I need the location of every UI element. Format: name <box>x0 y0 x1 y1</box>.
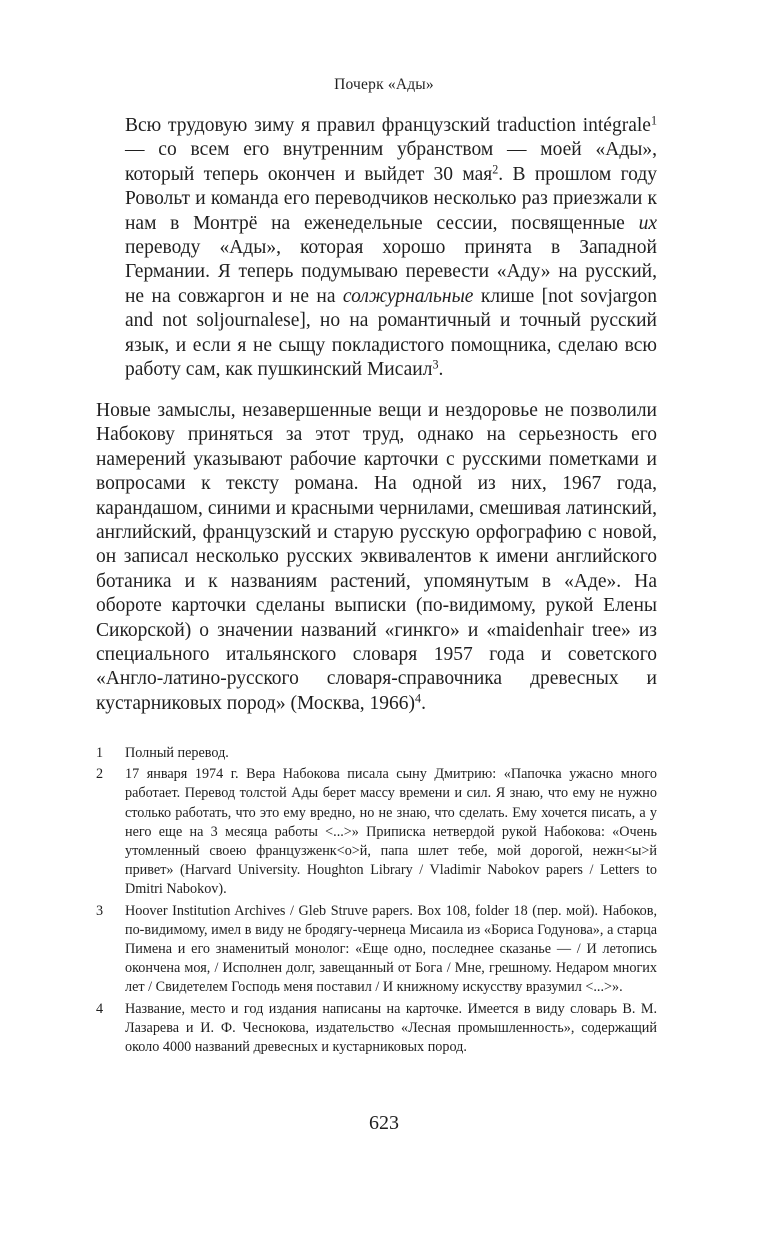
footnote-text: Название, место и год издания написаны на карточке. Имеется в виду словарь В. М. Лазарева и И. Ф. Чеснокова, издательство «Лесная промышленность», содержащий около 4000 названий древесных и кустарниковых пород. <box>125 1000 657 1056</box>
footnote-ref[interactable]: 3 <box>432 357 439 372</box>
block-quote <box>125 114 657 382</box>
footnote-ref[interactable]: 2 <box>492 162 499 177</box>
body-text: . <box>421 692 426 714</box>
footnotes <box>96 744 657 1059</box>
body-text: Новые замыслы, незавершенные вещи и нездоровье не позволили Набокову приняться за этот труд, однако на серьезность его намерений указывают рабочие карточки с русскими пометками и вопросами к тексту романа. На одной из них, 1967 года, карандашом, синими и красными чернилами, смешивая латинский, английский, французский и старую русскую орфографию с новой, он записал несколько русских эквивалентов к имени английского ботаника и к названиям растений, упомянутым в «Аде». На обороте карточки сделаны выписки (по-видимому, рукой Елены Сикорской) о значении названий «гинкго» и «maidenhair tree» из специального итальянского словаря 1957 года и советского «Англо-латино-русского словаря-справочника древесных и кустарниковых пород» (Москва, 1966) <box>96 400 657 714</box>
quote-text: Всю трудовую зиму я правил французский traduction intégrale <box>125 115 651 136</box>
footnote-number: 4 <box>96 1000 104 1017</box>
quote-text: — со всем его внутренним убранством — моей «Ады», который теперь окончен и выйдет 30 мая <box>125 139 657 185</box>
quote-text: клише [not sovjargon and not soljournalese], но на романтичный и точный русский язык, и если я не сыщу покладистого помощника, сделаю всю работу сам, как пушкинский Мисаил <box>125 285 657 381</box>
quote-text: . <box>438 359 444 381</box>
footnote-number: 2 <box>96 766 104 783</box>
footnote-text: Полный перевод. <box>125 745 229 761</box>
footnote <box>96 765 657 899</box>
footnote-text: Hoover Institution Archives / Gleb Struve papers. Box 108, folder 18 (пер. мой). Набоков, по-видимому, имел в виду не бродягу-чернеца Мисаила из «Бориса Годунова», а старца Пимена и его знаменитый монолог: «Еще одно, последнее сказанье — / И летопись окончена моя, / Исполнен долг, завещанный от Бога / Мне, грешному. Недаром многих лет / Свидетелем Господь меня поставил / И книжному искусству вразумил <...>». <box>125 902 657 996</box>
quote-emphasis: солжурнальные <box>342 285 474 307</box>
body-paragraph <box>96 399 657 716</box>
footnote-number: 3 <box>96 902 104 919</box>
footnote-ref[interactable]: 1 <box>650 113 657 128</box>
quote-emphasis: их <box>638 212 657 234</box>
footnote <box>96 1000 657 1058</box>
footnote-ref[interactable]: 4 <box>415 691 422 706</box>
running-header: Почерк «Ады» <box>334 76 434 93</box>
page-number: 623 <box>369 1112 399 1134</box>
footnote <box>96 902 657 998</box>
footnote-text: 17 января 1974 г. Вера Набокова писала сыну Дмитрию: «Папочка ужасно много работает. Перевод толстой Ады берет массу времени и сил. Я знаю, что ему не нужно столько работать, что это ему вредно, но не знаю, что сделать. Ему хочется писать, а у него еще на 3 месяца работы <...>» Приписка нетвердой рукой Набокова: «Очень утомленный своею французженк<о>й, папа шлет тебе, мой дорогой, нежн<ы>й привет» (Harvard University. Houghton Library / Vladimir Nabokov papers / Letters to Dmitri Nabokov). <box>125 766 657 898</box>
quote-text: переводу «Ады», которая хорошо принята в Западной Германии. Я теперь подумываю перевести «Аду» на русский, не на совжаргон и не на <box>125 237 657 307</box>
footnote <box>96 744 657 763</box>
footnote-number: 1 <box>96 745 104 761</box>
quote-text: . В прошлом году Ровольт и команда его переводчиков несколько раз приезжали к нам в Монтрё на еженедельные сессии, посвященные <box>125 163 657 234</box>
